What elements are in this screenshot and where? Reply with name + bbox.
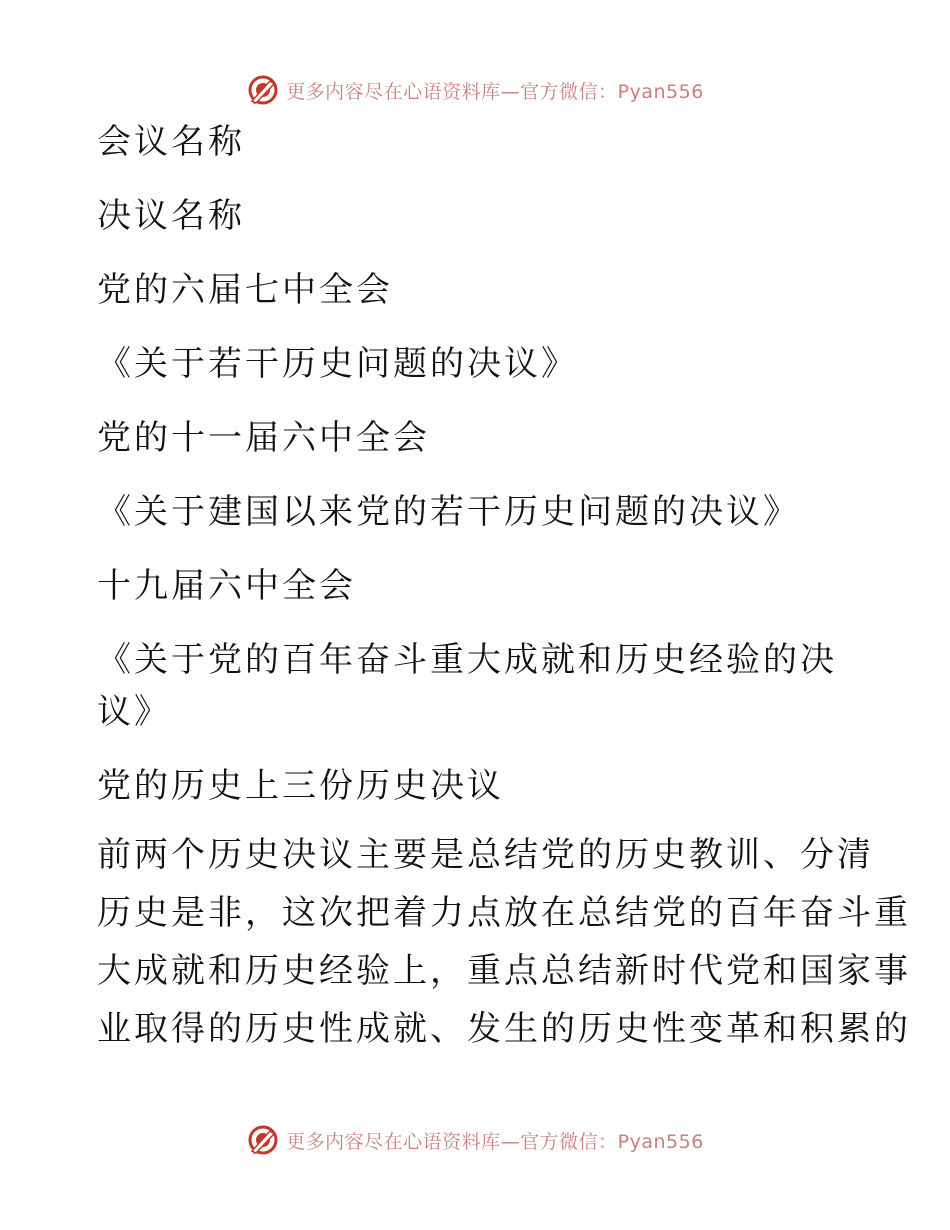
footer-banner	[0, 1120, 950, 1160]
paragraph	[97, 826, 911, 1058]
text-line: 十九届六中全会	[97, 566, 356, 606]
paragraph-line: 大成就和历史经验上，重点总结新时代党和国家事	[97, 951, 911, 991]
paragraph-line: 历史是非，这次把着力点放在总结党的百年奋斗重	[97, 893, 911, 933]
document-body	[97, 122, 911, 1058]
pen-circle-logo-icon	[246, 73, 280, 107]
text-line: 《关于若干历史问题的决议》	[97, 344, 578, 384]
text-line: 党的六届七中全会	[97, 270, 393, 310]
text-line: 议》	[97, 692, 171, 732]
footer-banner-text: 更多内容尽在心语资料库—官方微信：Pyan556	[286, 1130, 704, 1153]
text-line: 《关于党的百年奋斗重大成就和历史经验的决	[97, 640, 837, 680]
paragraph-line: 前两个历史决议主要是总结党的历史教训、分清	[97, 835, 874, 875]
header-banner-text: 更多内容尽在心语资料库—官方微信：Pyan556	[286, 80, 704, 103]
pen-circle-logo-icon	[246, 1123, 280, 1157]
text-line: 决议名称	[97, 196, 245, 236]
header-banner	[0, 70, 950, 110]
text-line: 《关于建国以来党的若干历史问题的决议》	[97, 492, 800, 532]
text-line: 会议名称	[97, 122, 245, 162]
paragraph-line: 业取得的历史性成就、发生的历史性变革和积累的	[97, 1009, 911, 1049]
text-line: 党的十一届六中全会	[97, 418, 430, 458]
text-line: 党的历史上三份历史决议	[97, 766, 504, 806]
